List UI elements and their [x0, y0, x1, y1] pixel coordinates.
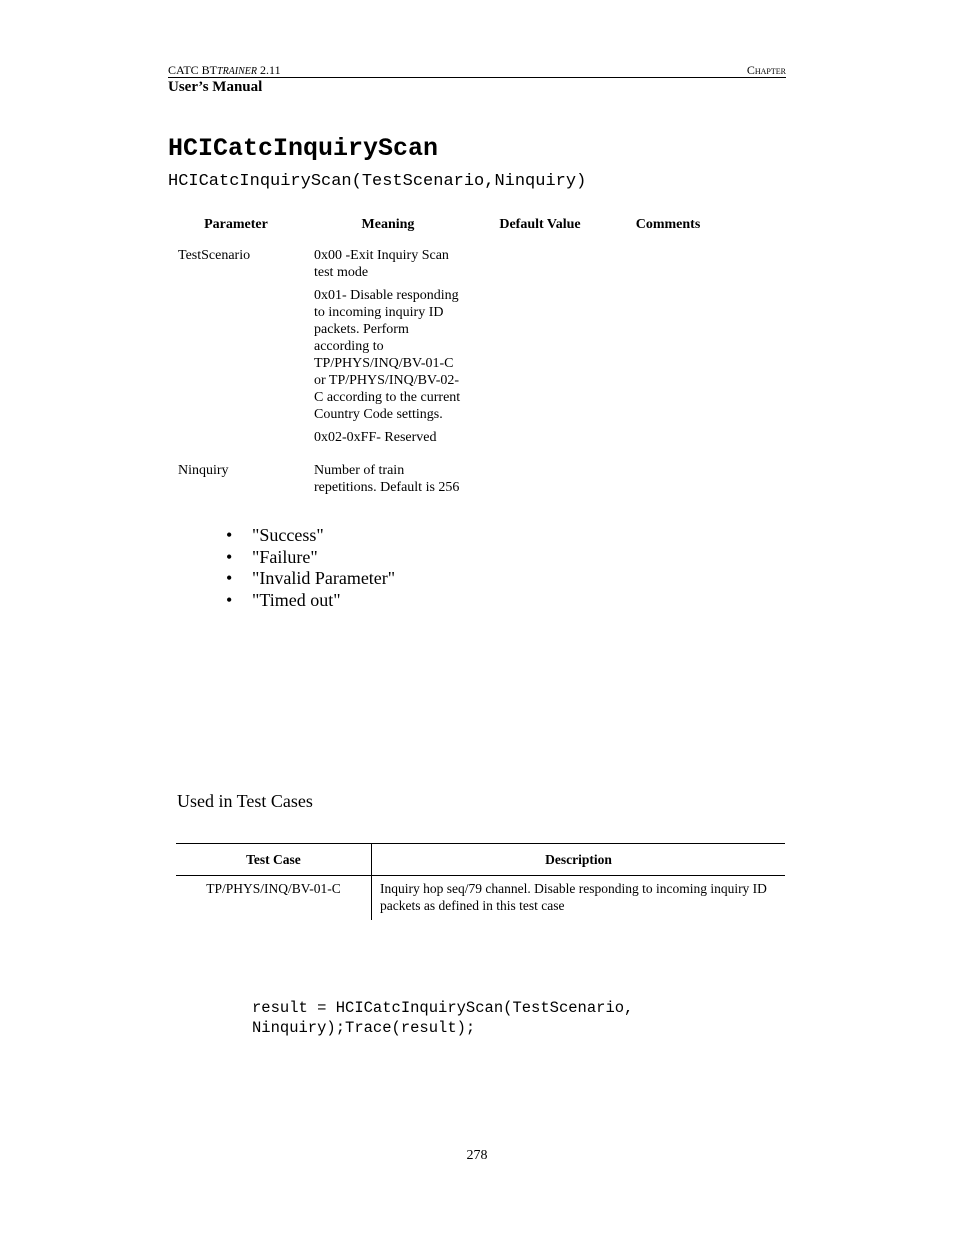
- code-example: result = HCICatcInquiryScan(TestScenario, Ninquiry);Trace(result);: [252, 999, 634, 1037]
- parameter-default: [472, 243, 608, 458]
- parameter-default: [472, 458, 608, 508]
- function-title: HCICatcInquiryScan: [168, 134, 439, 163]
- parameter-comments: [608, 243, 728, 458]
- parameter-comments: [608, 458, 728, 508]
- header-rule: [168, 77, 786, 78]
- table-row: [168, 243, 728, 458]
- meaning-line: Number of train repetitions. Default is 256: [314, 463, 460, 495]
- page-number: 278: [466, 1148, 488, 1163]
- table-row: [168, 458, 728, 508]
- parameter-name: Ninquiry: [178, 463, 229, 478]
- product-name-italic: TRAINER: [217, 66, 258, 77]
- parameter-name: TestScenario: [178, 248, 251, 263]
- parameter-meaning: [304, 458, 472, 508]
- table-row: [176, 876, 785, 921]
- parameter-table: [168, 212, 728, 508]
- meaning-line: 0x01- Disable responding to incoming inquiry ID packets. Perform according to TP/PHYS/INQ/BV-01-C or TP/PHYS/INQ/BV-02-C according to the current Country Code settings.: [314, 288, 461, 422]
- column-header-parameter: Parameter: [204, 217, 268, 232]
- meaning-line: 0x00 -Exit Inquiry Scan test mode: [314, 248, 449, 280]
- column-header-test-case: Test Case: [176, 844, 372, 876]
- column-header-description: Description: [372, 844, 786, 876]
- used-in-test-cases-heading: Used in Test Cases: [177, 791, 313, 811]
- test-case-table-header-row: [176, 844, 785, 876]
- column-header-comments: Comments: [635, 217, 701, 232]
- list-item: • "Failure": [220, 547, 395, 569]
- function-signature: HCICatcInquiryScan(TestScenario,Ninquiry): [168, 172, 587, 191]
- product-name-prefix: CATC BT: [168, 63, 218, 77]
- column-header-default-value: Default Value: [499, 217, 581, 232]
- column-header-meaning: Meaning: [361, 217, 415, 232]
- test-case-id: TP/PHYS/INQ/BV-01-C: [176, 876, 372, 921]
- test-case-table: [176, 843, 785, 920]
- parameter-meaning: [304, 243, 472, 458]
- running-header-chapter: Chapter: [746, 63, 786, 77]
- running-header-manual: User’s Manual: [168, 79, 263, 95]
- product-version: 2.11: [257, 63, 281, 77]
- list-item: • "Timed out": [220, 590, 395, 612]
- running-header-product: [168, 63, 281, 78]
- list-item: • "Success": [220, 525, 395, 547]
- test-case-description: Inquiry hop seq/79 channel. Disable responding to incoming inquiry ID packets as defined in this test case: [380, 881, 767, 913]
- return-values-list: [220, 525, 395, 611]
- meaning-line: 0x02-0xFF- Reserved: [314, 430, 437, 445]
- list-item: • "Invalid Parameter": [220, 568, 395, 590]
- parameter-table-header-row: [168, 212, 728, 243]
